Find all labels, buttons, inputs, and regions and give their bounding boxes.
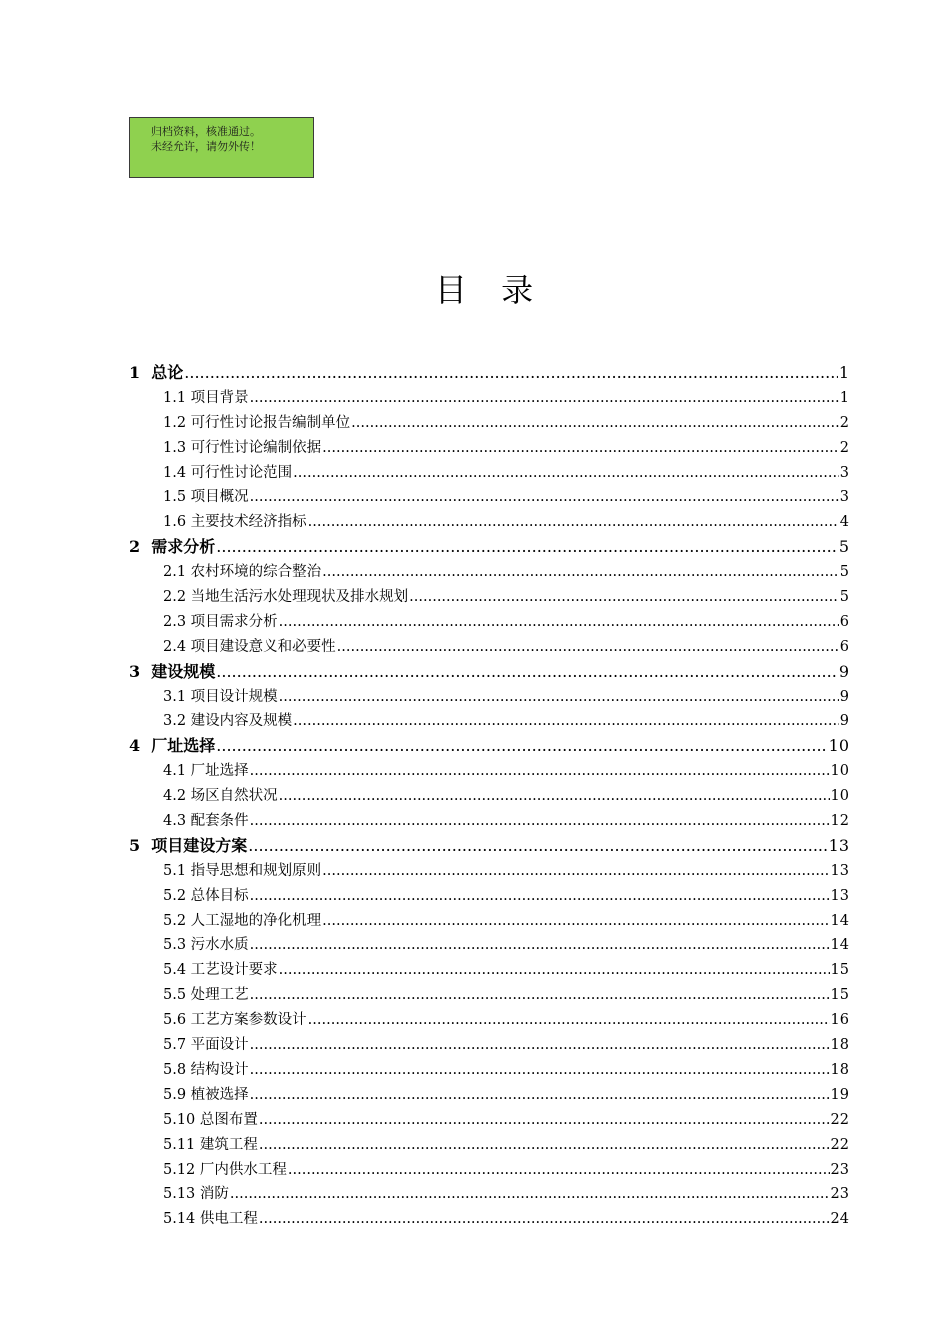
- toc-entry-text: 供电工程: [199, 1211, 258, 1228]
- toc-dot-leader: [288, 1158, 830, 1183]
- toc-entry-label: [163, 510, 307, 535]
- toc-section-entry[interactable]: [129, 1058, 849, 1083]
- toc-entry-text: 工艺方案参数设计: [190, 1012, 307, 1029]
- toc-entry-label: [163, 411, 350, 436]
- toc-page-number: 14: [830, 912, 849, 929]
- toc-entry-text: 指导思想和规划原则: [190, 862, 322, 879]
- toc-entry-number: 5.10: [163, 1111, 196, 1128]
- toc-page-number: 3: [839, 464, 849, 481]
- toc-section-entry[interactable]: [129, 635, 849, 660]
- toc-dot-leader: [184, 361, 838, 386]
- toc-section-entry[interactable]: [129, 461, 849, 486]
- toc-entry-text: 农村环境的综合整治: [190, 564, 322, 581]
- toc-page-number: 2: [839, 414, 849, 431]
- toc-entry-number: 2.2: [163, 589, 187, 606]
- toc-page-number: 10: [828, 736, 849, 756]
- toc-page-number: 18: [830, 1061, 849, 1078]
- toc-entry-number: 4: [129, 736, 141, 756]
- toc-entry-label: [163, 1083, 249, 1108]
- toc-entry-text: 建设内容及规模: [190, 713, 293, 730]
- toc-dot-leader: [322, 560, 839, 585]
- toc-entry-number: 5: [129, 835, 141, 855]
- toc-entry-text: 场区自然状况: [190, 788, 278, 805]
- toc-page-number: 16: [830, 1012, 849, 1029]
- toc-page-number: 1: [838, 363, 849, 382]
- toc-entry-text: 项目建设方案: [151, 835, 248, 855]
- toc-entry-number: 2.4: [163, 638, 187, 655]
- toc-dot-leader: [259, 1207, 830, 1232]
- toc-entry-label: [163, 485, 249, 510]
- toc-entry-label: [163, 958, 278, 983]
- toc-entry-label: [129, 535, 215, 560]
- toc-entry-number: 4.3: [163, 813, 187, 830]
- toc-entry-text: 平面设计: [190, 1037, 249, 1054]
- toc-entry-text: 处理工艺: [190, 987, 249, 1004]
- toc-page-number: 19: [830, 1086, 849, 1103]
- toc-dot-leader: [322, 909, 829, 934]
- toc-dot-leader: [250, 983, 830, 1008]
- toc-entry-text: 项目设计规模: [190, 688, 278, 705]
- toc-entry-text: 项目需求分析: [190, 613, 278, 630]
- toc-page-number: 18: [830, 1037, 849, 1054]
- toc-entry-text: 厂址选择: [151, 736, 216, 756]
- toc-entry-text: 建设规模: [151, 661, 216, 681]
- toc-page-number: 10: [830, 763, 849, 780]
- toc-entry-label: [163, 1158, 287, 1183]
- toc-entry-number: 1.6: [163, 514, 187, 531]
- toc-entry-number: 5.9: [163, 1086, 187, 1103]
- toc-entry-text: 配套条件: [190, 813, 249, 830]
- toc-entry-text: 当地生活污水处理现状及排水规划: [190, 589, 409, 606]
- toc-entry-number: 5.3: [163, 937, 187, 954]
- toc-page-number: 6: [839, 613, 849, 630]
- toc-entry-number: 2.3: [163, 613, 187, 630]
- toc-entry-label: [163, 1182, 229, 1207]
- toc-entry-number: 5.2: [163, 912, 187, 929]
- toc-chapter-entry[interactable]: [129, 660, 849, 685]
- toc-section-entry[interactable]: [129, 1008, 849, 1033]
- toc-section-entry[interactable]: [129, 485, 849, 510]
- toc-dot-leader: [279, 610, 839, 635]
- toc-dot-leader: [308, 510, 839, 535]
- toc-page-number: 13: [828, 835, 849, 855]
- toc-section-entry[interactable]: [129, 909, 849, 934]
- toc-dot-leader: [351, 411, 839, 436]
- toc-page-number: 22: [830, 1111, 849, 1128]
- toc-entry-number: 3.1: [163, 688, 187, 705]
- toc-page-number: 10: [830, 788, 849, 805]
- toc-entry-number: 5.8: [163, 1061, 187, 1078]
- toc-entry-text: 需求分析: [151, 537, 216, 557]
- toc-entry-label: [129, 834, 247, 859]
- toc-entry-label: [163, 983, 249, 1008]
- toc-dot-leader: [250, 1058, 830, 1083]
- toc-section-entry[interactable]: [129, 709, 849, 734]
- toc-entry-label: [163, 784, 278, 809]
- toc-dot-leader: [250, 1083, 830, 1108]
- toc-entry-number: 4.2: [163, 788, 187, 805]
- toc-entry-text: 主要技术经济指标: [190, 514, 307, 531]
- toc-section-entry[interactable]: [129, 411, 849, 436]
- toc-dot-leader: [250, 809, 830, 834]
- toc-section-entry[interactable]: [129, 759, 849, 784]
- toc-page-number: 12: [830, 813, 849, 830]
- toc-page-number: 6: [839, 638, 849, 655]
- toc-section-entry[interactable]: [129, 1207, 849, 1232]
- toc-section-entry[interactable]: [129, 1158, 849, 1183]
- stamp-line-2: 未经允许，请勿外传！: [151, 140, 261, 153]
- toc-entry-label: [163, 1008, 307, 1033]
- toc-section-entry[interactable]: [129, 933, 849, 958]
- toc-entry-label: [163, 436, 321, 461]
- toc-entry-label: [163, 909, 321, 934]
- toc-entry-text: 植被选择: [190, 1086, 249, 1103]
- toc-entry-number: 5.12: [163, 1161, 196, 1178]
- toc-entry-label: [163, 1108, 258, 1133]
- toc-entry-label: [129, 361, 183, 386]
- toc-dot-leader: [250, 1033, 830, 1058]
- toc-section-entry[interactable]: [129, 685, 849, 710]
- archive-stamp: [129, 117, 314, 178]
- toc-dot-leader: [293, 709, 839, 734]
- toc-page-number: 9: [839, 688, 849, 705]
- table-of-contents: [129, 361, 849, 1232]
- toc-page-number: 15: [830, 987, 849, 1004]
- toc-entry-number: 5.11: [163, 1136, 196, 1153]
- toc-dot-leader: [279, 958, 830, 983]
- toc-dot-leader: [259, 1108, 830, 1133]
- toc-dot-leader: [279, 685, 839, 710]
- toc-entry-number: 5.14: [163, 1211, 196, 1228]
- toc-dot-leader: [293, 461, 839, 486]
- toc-entry-number: 5.6: [163, 1012, 187, 1029]
- toc-chapter-entry[interactable]: [129, 361, 849, 386]
- toc-entry-label: [163, 884, 249, 909]
- toc-dot-leader: [250, 933, 830, 958]
- toc-entry-label: [163, 1207, 258, 1232]
- toc-entry-text: 可行性讨论编制依据: [190, 439, 322, 456]
- toc-section-entry[interactable]: [129, 983, 849, 1008]
- toc-section-entry[interactable]: [129, 1182, 849, 1207]
- toc-page-number: 22: [830, 1136, 849, 1153]
- toc-entry-number: 2.1: [163, 564, 187, 581]
- toc-entry-label: [163, 585, 408, 610]
- toc-entry-label: [163, 560, 321, 585]
- toc-entry-text: 项目背景: [190, 389, 249, 406]
- toc-entry-number: 4.1: [163, 763, 187, 780]
- toc-section-entry[interactable]: [129, 436, 849, 461]
- toc-entry-number: 1.4: [163, 464, 187, 481]
- toc-dot-leader: [250, 485, 839, 510]
- toc-dot-leader: [216, 734, 827, 759]
- toc-dot-leader: [250, 759, 830, 784]
- toc-entry-label: [163, 610, 278, 635]
- stamp-line-1: 归档资料，核准通过。: [151, 125, 261, 138]
- toc-entry-label: [163, 1033, 249, 1058]
- toc-title: 目 录: [434, 271, 546, 309]
- toc-entry-label: [163, 933, 249, 958]
- toc-entry-number: 5.13: [163, 1186, 196, 1203]
- toc-entry-label: [163, 461, 292, 486]
- toc-section-entry[interactable]: [129, 1083, 849, 1108]
- toc-entry-number: 1.5: [163, 489, 187, 506]
- toc-dot-leader: [230, 1182, 830, 1207]
- toc-page-number: 5: [838, 537, 849, 557]
- toc-page-number: 13: [830, 887, 849, 904]
- toc-dot-leader: [322, 436, 839, 461]
- toc-entry-number: 1.2: [163, 414, 187, 431]
- toc-dot-leader: [250, 386, 839, 411]
- toc-section-entry[interactable]: [129, 958, 849, 983]
- toc-entry-text: 项目建设意义和必要性: [190, 638, 336, 655]
- toc-dot-leader: [259, 1133, 830, 1158]
- toc-entry-text: 项目概况: [190, 489, 249, 506]
- toc-entry-number: 3.2: [163, 713, 187, 730]
- toc-entry-text: 污水水质: [190, 937, 249, 954]
- toc-entry-label: [163, 386, 249, 411]
- toc-section-entry[interactable]: [129, 1133, 849, 1158]
- toc-entry-label: [163, 809, 249, 834]
- toc-page-number: 9: [839, 713, 849, 730]
- toc-entry-text: 总体目标: [190, 887, 249, 904]
- toc-entry-text: 厂内供水工程: [199, 1161, 287, 1178]
- toc-entry-text: 可行性讨论范围: [190, 464, 293, 481]
- toc-dot-leader: [216, 535, 838, 560]
- toc-entry-number: 5.2: [163, 887, 187, 904]
- toc-dot-leader: [308, 1008, 830, 1033]
- toc-entry-label: [163, 859, 321, 884]
- toc-page-number: 9: [838, 661, 849, 681]
- toc-dot-leader: [250, 884, 830, 909]
- toc-section-entry[interactable]: [129, 560, 849, 585]
- toc-page-number: 23: [830, 1186, 849, 1203]
- toc-entry-label: [163, 635, 336, 660]
- toc-entry-text: 结构设计: [190, 1061, 249, 1078]
- toc-entry-number: 1.3: [163, 439, 187, 456]
- toc-dot-leader: [216, 660, 838, 685]
- toc-entry-text: 消防: [199, 1186, 229, 1203]
- toc-entry-number: 5.1: [163, 862, 187, 879]
- toc-page-number: 14: [830, 937, 849, 954]
- toc-page-number: 5: [839, 589, 849, 606]
- toc-section-entry[interactable]: [129, 386, 849, 411]
- toc-entry-text: 建筑工程: [199, 1136, 258, 1153]
- toc-entry-label: [163, 1058, 249, 1083]
- toc-dot-leader: [409, 585, 839, 610]
- toc-entry-number: 5.5: [163, 987, 187, 1004]
- toc-dot-leader: [248, 834, 827, 859]
- toc-section-entry[interactable]: [129, 884, 849, 909]
- toc-entry-label: [163, 1133, 258, 1158]
- toc-chapter-entry[interactable]: [129, 734, 849, 759]
- toc-entry-text: 人工湿地的净化机理: [190, 912, 322, 929]
- toc-section-entry[interactable]: [129, 585, 849, 610]
- toc-page-number: 2: [839, 439, 849, 456]
- toc-section-entry[interactable]: [129, 510, 849, 535]
- toc-section-entry[interactable]: [129, 784, 849, 809]
- toc-entry-number: 1.1: [163, 389, 187, 406]
- toc-entry-text: 总论: [151, 363, 184, 382]
- toc-entry-text: 工艺设计要求: [190, 962, 278, 979]
- toc-section-entry[interactable]: [129, 1033, 849, 1058]
- toc-entry-text: 厂址选择: [190, 763, 249, 780]
- toc-section-entry[interactable]: [129, 610, 849, 635]
- toc-section-entry[interactable]: [129, 859, 849, 884]
- toc-dot-leader: [337, 635, 839, 660]
- toc-page-number: 23: [830, 1161, 849, 1178]
- toc-entry-text: 可行性讨论报告编制单位: [190, 414, 351, 431]
- toc-page-number: 4: [839, 514, 849, 531]
- toc-page-number: 13: [830, 862, 849, 879]
- toc-page-number: 15: [830, 962, 849, 979]
- toc-dot-leader: [279, 784, 830, 809]
- toc-page-number: 1: [839, 389, 849, 406]
- toc-entry-label: [163, 685, 278, 710]
- toc-dot-leader: [322, 859, 829, 884]
- toc-entry-label: [163, 709, 292, 734]
- toc-page-number: 3: [839, 489, 849, 506]
- toc-entry-label: [163, 759, 249, 784]
- toc-entry-number: 5.4: [163, 962, 187, 979]
- toc-section-entry[interactable]: [129, 1108, 849, 1133]
- toc-entry-number: 1: [129, 363, 141, 382]
- toc-entry-label: [129, 660, 215, 685]
- toc-section-entry[interactable]: [129, 809, 849, 834]
- toc-chapter-entry[interactable]: [129, 834, 849, 859]
- toc-chapter-entry[interactable]: [129, 535, 849, 560]
- toc-page-number: 24: [830, 1211, 849, 1228]
- toc-entry-number: 3: [129, 661, 141, 681]
- toc-entry-number: 2: [129, 537, 141, 557]
- toc-entry-number: 5.7: [163, 1037, 187, 1054]
- toc-entry-text: 总图布置: [199, 1111, 258, 1128]
- toc-entry-label: [129, 734, 215, 759]
- toc-page-number: 5: [839, 564, 849, 581]
